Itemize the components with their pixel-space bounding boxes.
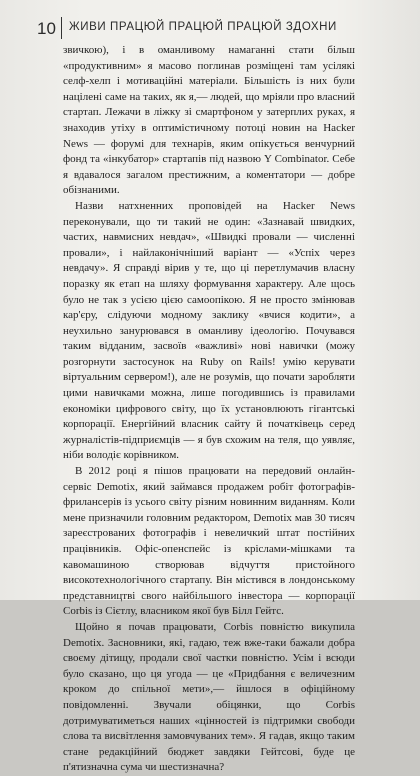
paragraph: В 2012 році я пішов працювати на передовий онлайн-сервіс Demotix, який займався продажем робіт фотографів-фрилансерів із усього світу різним новинним виданням. Коли мене призначили головним редактором, Demotix мав 30 тисяч зареєстрованих фотографів і невеличкий штат постійних працівників. Офіс-опенспейс із кріслами-мішками та кавомашиною створював відчуття пристойного високотехнологічного стартапу. Він містився в лондонському представництві свого найбільшого інвестора — корпорації Corbis із Сієтлу, власником якої був Білл Гейтс. bbox=[63, 465, 355, 618]
paragraph: Назви натхненних проповідей на Hacker News переконували, що ти такий не один: «Зазнавай швидких, частих, навмисних невдач», «Швидкі провали — численні провали», і найлаконічніший варіант — «Успіх через невдачу». Я справді вірив у те, що ці перетлумачив власну поразку як етап на шляху формування характеру. Але щось було не так з усією цією самоопікою. Я не просто змінював кар'єру, слідуючи модному заклику «вчися кодити», а неухильно занурювався в оманливу ідеологію. Почувався таким відданим, засвоїв «важливі» нові навички (можу розгорнути застосунок на Ruby on Rails! умію керувати віртуальним сервером!), але не розумів, що почати заробляти цими навичками можна, лише погодившись із правилами економіки цифрового світу, що їх установлюють гігантські корпорації. Енергійний власник сайту й початківець серед журналістів-підприємців — я був схожим на теля, що уявляє, ніби володіє корівником. bbox=[63, 199, 355, 462]
header-divider bbox=[61, 17, 62, 39]
paragraph-continued: звичкою), і в оманливому намаганні стати більш «продуктивним» я масово поглинав розміщені там усілякі селф-хелп і мотиваційні матеріали. Більшість із них були націлені саме на таких, як я,— людей, що мріяли про власний стартап. Лежачи в ліжку зі смартфоном у затерплих руках, я знаходив утіху в оптимістичному потоці новин на Hacker News — форумі для технарів, яким опікується венчурний фонд та «інкубатор» стартапів під назвою Y Combinator. Себе я вдавалося загалом престижним, а коментатори — добре обізнаними. bbox=[63, 44, 355, 197]
running-title: ЖИВИ ПРАЦЮЙ ПРАЦЮЙ ПРАЦЮЙ ЗДОХНИ bbox=[69, 21, 337, 33]
page-header bbox=[37, 21, 383, 41]
paragraph: Щойно я почав працювати, Corbis повністю викупила Demotix. Засновники, які, гадаю, теж вже-таки бажали добра своєму дітищу, продали свої частки повністю. Усім і всюди було сказано, що ця угода — це «Придбання є величезним кроком до спільної мети»,— йшлося в офіційному повідомленні. Звучали обіцянки, що Corbis дотримуватиметься наших «цінностей із підтримки свободи слова та висвітлення замовчуваних тем». Я гадав, якщо таким стане редакційний бюджет завдяки Гейтсові, буде це п'ятизначна сума чи шестизначна? bbox=[63, 620, 355, 774]
body-text bbox=[63, 43, 355, 776]
page-number: 10 bbox=[37, 19, 56, 38]
